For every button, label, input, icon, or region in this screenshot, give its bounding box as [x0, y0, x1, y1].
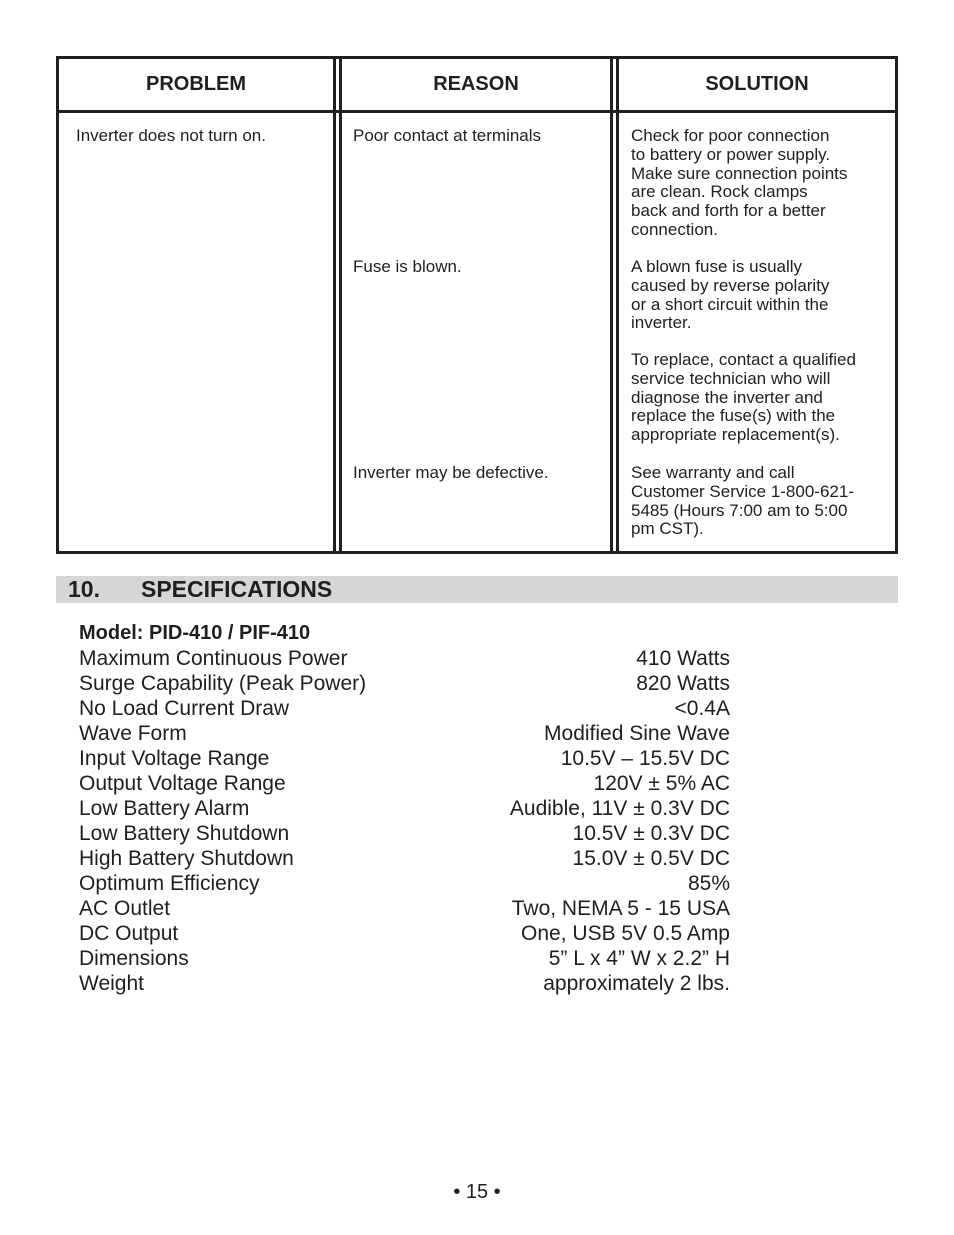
spec-row [79, 846, 730, 871]
solution-cell: See warranty and call Customer Service 1-800-621- 5485 (Hours 7:00 am to 5:00 pm CST). [631, 463, 854, 539]
spec-value: approximately 2 lbs. [543, 972, 730, 995]
spec-value: 10.5V – 15.5V DC [560, 747, 730, 770]
section-title: SPECIFICATIONS [141, 576, 333, 602]
spec-value: Modified Sine Wave [544, 722, 730, 745]
spec-value: 85% [687, 872, 730, 895]
reason-cell: Fuse is blown. [353, 257, 462, 276]
spec-value: 5” L x 4” W x 2.2” H [548, 947, 730, 970]
header-solution: SOLUTION [705, 73, 809, 95]
spec-label: Low Battery Alarm [79, 797, 250, 820]
spec-row [79, 821, 730, 846]
spec-label: Wave Form [79, 722, 187, 745]
spec-label: Weight [79, 972, 144, 995]
spec-row [79, 796, 730, 821]
header-problem: PROBLEM [146, 73, 246, 95]
spec-label: AC Outlet [79, 897, 171, 920]
spec-row [79, 921, 730, 946]
section-number: 10. [68, 576, 100, 602]
spec-value: 120V ± 5% AC [593, 772, 730, 795]
spec-value: <0.4A [674, 697, 730, 720]
spec-label: Surge Capability (Peak Power) [79, 672, 367, 695]
solution-cell-extra: To replace, contact a qualified service technician who will diagnose the inverter and replace the fuse(s) with the appropriate replacement(s). [631, 350, 856, 445]
spec-label: Output Voltage Range [79, 772, 286, 795]
spec-row [79, 671, 730, 696]
spec-row [79, 696, 730, 721]
header-reason: REASON [433, 73, 519, 95]
column-divider [333, 59, 342, 551]
spec-label: Maximum Continuous Power [79, 647, 348, 670]
problem-cell: Inverter does not turn on. [76, 126, 266, 145]
spec-row [79, 946, 730, 971]
model-label: Model: PID-410 / PIF-410 [79, 622, 311, 644]
section-heading [56, 576, 898, 603]
spec-value: 10.5V ± 0.3V DC [572, 822, 730, 845]
spec-row [79, 746, 730, 771]
spec-label: High Battery Shutdown [79, 847, 294, 870]
spec-value: 820 Watts [636, 672, 730, 695]
column-divider [610, 59, 619, 551]
spec-row [79, 646, 730, 671]
solution-cell: A blown fuse is usually caused by reverse polarity or a short circuit within the inverter. [631, 257, 830, 333]
spec-label: DC Output [79, 922, 179, 945]
reason-cell: Poor contact at terminals [353, 126, 542, 145]
troubleshooting-table [56, 56, 898, 554]
spec-value: 15.0V ± 0.5V DC [572, 847, 730, 870]
spec-row [79, 771, 730, 796]
spec-label: Optimum Efficiency [79, 872, 260, 895]
reason-cell: Inverter may be defective. [353, 463, 549, 482]
spec-row [79, 971, 730, 996]
spec-row [79, 871, 730, 896]
spec-label: Low Battery Shutdown [79, 822, 290, 845]
solution-cell: Check for poor connection to battery or power supply. Make sure connection points are clean. Rock clamps back and forth for a better connection. [631, 126, 848, 239]
spec-value: Two, NEMA 5 - 15 USA [511, 897, 730, 920]
spec-list [79, 646, 730, 996]
spec-label: Input Voltage Range [79, 747, 270, 770]
header-divider [59, 110, 895, 113]
spec-row [79, 721, 730, 746]
spec-label: No Load Current Draw [79, 697, 290, 720]
spec-value: 410 Watts [636, 647, 730, 670]
spec-label: Dimensions [79, 947, 189, 970]
spec-row [79, 896, 730, 921]
spec-value: One, USB 5V 0.5 Amp [521, 922, 730, 945]
page-number: • 15 • [453, 1181, 501, 1203]
spec-value: Audible, 11V ± 0.3V DC [509, 797, 730, 820]
